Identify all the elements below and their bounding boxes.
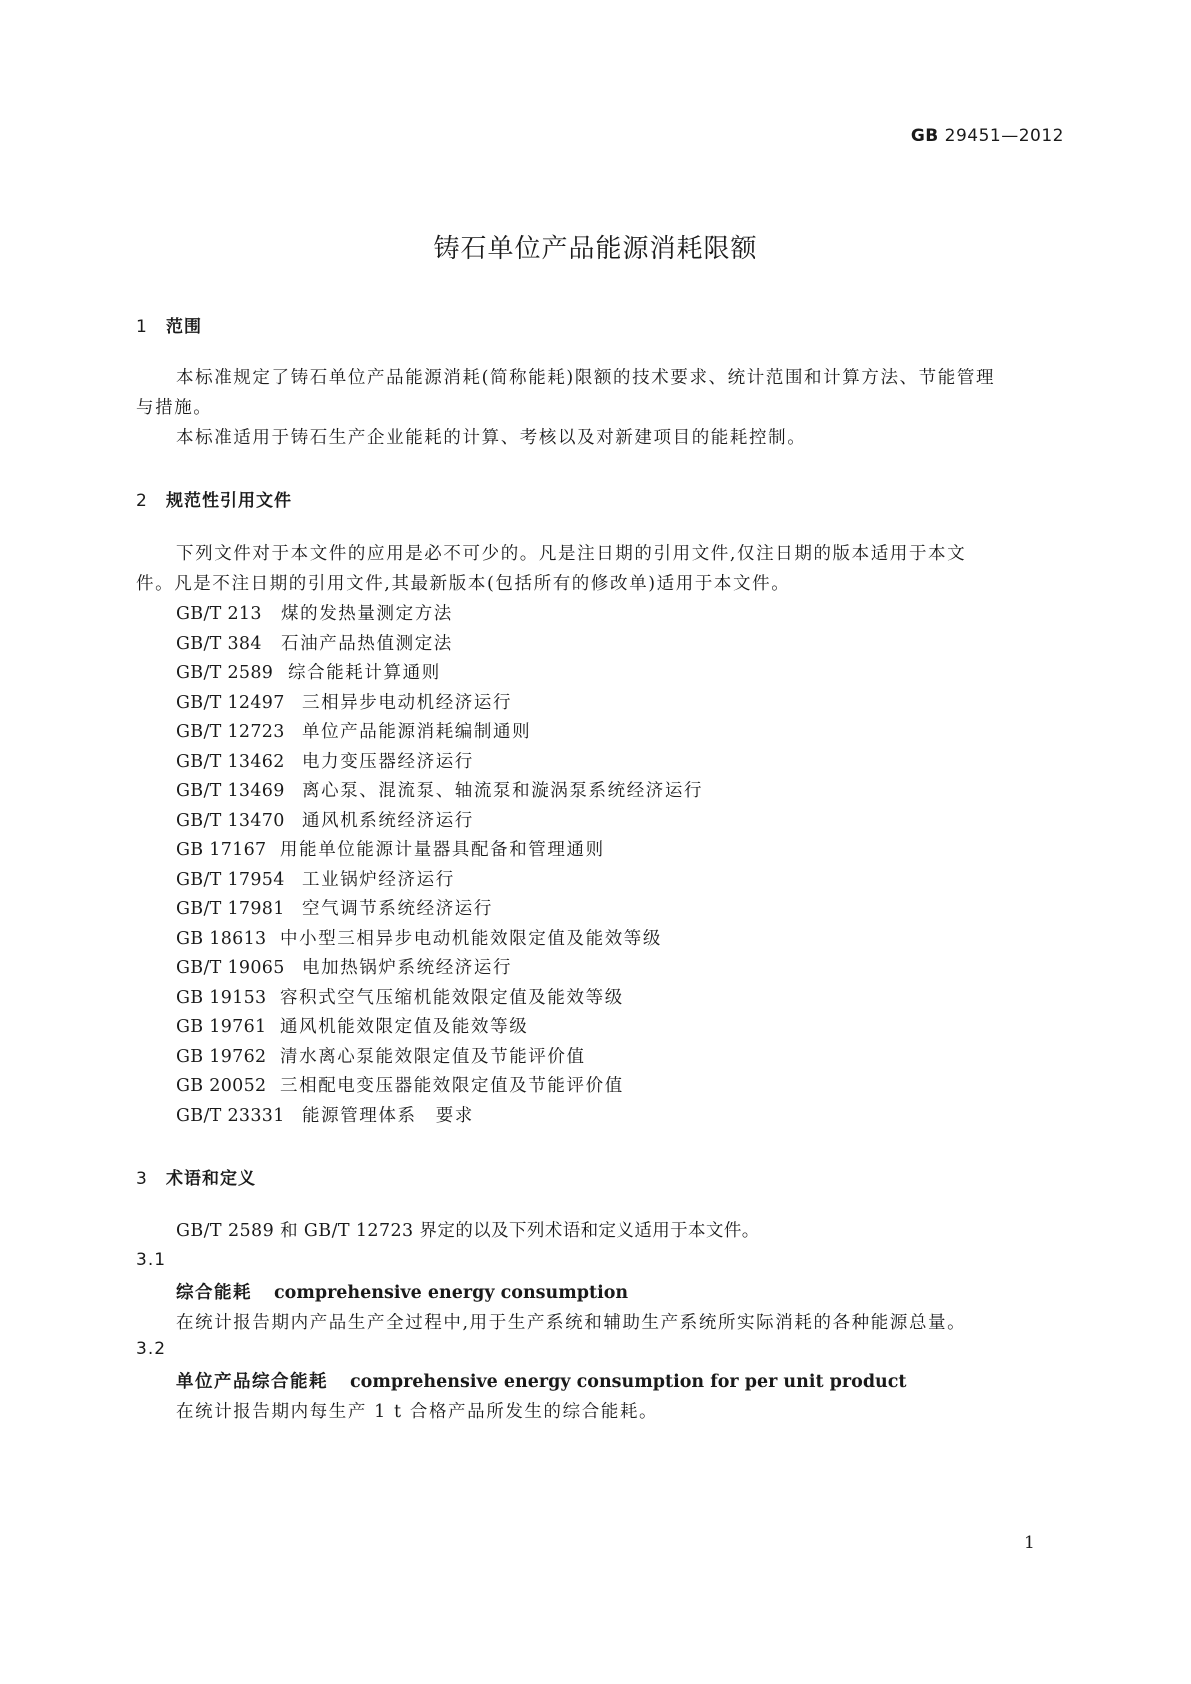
reference-code: GB/T 13470 — [176, 811, 285, 831]
reference-name: 中小型三相异步电动机能效限定值及能效等级 — [280, 929, 662, 949]
reference-code: GB/T 213 — [176, 604, 262, 624]
reference-code: GB/T 17954 — [176, 870, 285, 890]
reference-name: 用能单位能源计量器具配备和管理通则 — [280, 840, 605, 860]
reference-code: GB/T 17981 — [176, 899, 285, 919]
reference-code: GB/T 384 — [176, 634, 262, 654]
term-chinese: 单位产品综合能耗 — [176, 1372, 328, 1392]
reference-code: GB/T 13462 — [176, 752, 285, 772]
reference-name: 容积式空气压缩机能效限定值及能效等级 — [280, 988, 624, 1008]
reference-name: 电力变压器经济运行 — [302, 752, 474, 772]
section-2-intro-line-1: 下列文件对于本文件的应用是必不可少的。凡是注日期的引用文件,仅注日期的版本适用于本文 — [176, 544, 967, 564]
reference-name: 工业锅炉经济运行 — [302, 870, 455, 890]
standard-prefix: GB — [910, 126, 939, 146]
reference-code: GB 18613 — [176, 929, 267, 949]
reference-item — [176, 895, 493, 920]
term-heading — [176, 1279, 628, 1304]
reference-item — [176, 1043, 586, 1068]
reference-item — [176, 689, 512, 714]
reference-name: 清水离心泵能效限定值及节能评价值 — [280, 1047, 586, 1067]
reference-code: GB/T 13469 — [176, 781, 285, 801]
section-3-intro: GB/T 2589 和 GB/T 12723 界定的以及下列术语和定义适用于本文件。 — [176, 1221, 760, 1241]
reference-name: 三相配电变压器能效限定值及节能评价值 — [280, 1076, 624, 1096]
reference-code: GB 19762 — [176, 1047, 267, 1067]
clause-number: 3.2 — [136, 1339, 167, 1359]
section-title: 术语和定义 — [166, 1169, 256, 1189]
standard-number: 29451—2012 — [944, 126, 1064, 146]
term-definition: 在统计报告期内每生产 1 t 合格产品所发生的综合能耗。 — [176, 1402, 659, 1422]
reference-item — [176, 718, 531, 743]
section-title: 规范性引用文件 — [166, 491, 292, 511]
reference-item — [176, 600, 453, 625]
reference-name: 三相异步电动机经济运行 — [302, 693, 513, 713]
reference-item — [176, 807, 474, 832]
reference-item — [176, 630, 453, 655]
section-3-heading — [136, 1164, 256, 1189]
reference-code: GB/T 12497 — [176, 693, 285, 713]
section-1-heading — [136, 312, 202, 337]
term-chinese: 综合能耗 — [176, 1283, 252, 1303]
reference-item — [176, 659, 441, 684]
reference-name: 石油产品热值测定法 — [281, 634, 453, 654]
reference-code: GB/T 12723 — [176, 722, 285, 742]
term-english: comprehensive energy consumption — [274, 1283, 629, 1303]
term-english: comprehensive energy consumption for per unit product — [350, 1372, 907, 1392]
reference-code: GB 17167 — [176, 840, 267, 860]
section-1-paragraph-1-line-1: 本标准规定了铸石单位产品能源消耗(简称能耗)限额的技术要求、统计范围和计算方法、节能管理 — [176, 368, 996, 388]
reference-name: 综合能耗计算通则 — [288, 663, 441, 683]
reference-code: GB/T 23331 — [176, 1106, 285, 1126]
reference-code: GB 19761 — [176, 1017, 267, 1037]
reference-item — [176, 836, 605, 861]
reference-name: 煤的发热量测定方法 — [281, 604, 453, 624]
section-number: 1 — [136, 317, 148, 337]
reference-name: 能源管理体系 要求 — [302, 1106, 474, 1126]
section-2-heading — [136, 486, 292, 511]
reference-item — [176, 1013, 528, 1038]
clause-number: 3.1 — [136, 1250, 167, 1270]
page-number: 1 — [1024, 1533, 1035, 1553]
section-number: 3 — [136, 1169, 148, 1189]
reference-code: GB/T 2589 — [176, 663, 274, 683]
reference-item — [176, 954, 512, 979]
reference-code: GB 20052 — [176, 1076, 267, 1096]
section-number: 2 — [136, 491, 148, 511]
reference-name: 通风机能效限定值及能效等级 — [280, 1017, 529, 1037]
term-definition: 在统计报告期内产品生产全过程中,用于生产系统和辅助生产系统所实际消耗的各种能源总量。 — [176, 1313, 967, 1333]
reference-item — [176, 925, 662, 950]
reference-code: GB 19153 — [176, 988, 267, 1008]
reference-name: 电加热锅炉系统经济运行 — [302, 958, 513, 978]
reference-name: 单位产品能源消耗编制通则 — [302, 722, 532, 742]
reference-item — [176, 1072, 624, 1097]
reference-name: 离心泵、混流泵、轴流泵和漩涡泵系统经济运行 — [302, 781, 704, 801]
reference-name: 空气调节系统经济运行 — [302, 899, 493, 919]
document-title: 铸石单位产品能源消耗限额 — [433, 234, 758, 264]
standard-code — [911, 126, 1064, 146]
section-2-intro-line-2: 件。凡是不注日期的引用文件,其最新版本(包括所有的修改单)适用于本文件。 — [136, 574, 791, 594]
reference-code: GB/T 19065 — [176, 958, 285, 978]
section-1-paragraph-1-line-2: 与措施。 — [136, 398, 213, 418]
reference-item — [176, 1102, 474, 1127]
section-title: 范围 — [166, 317, 202, 337]
section-1-paragraph-2: 本标准适用于铸石生产企业能耗的计算、考核以及对新建项目的能耗控制。 — [176, 428, 807, 448]
term-heading — [176, 1368, 907, 1393]
reference-item — [176, 748, 474, 773]
reference-item — [176, 866, 455, 891]
reference-name: 通风机系统经济运行 — [302, 811, 474, 831]
reference-item — [176, 984, 624, 1009]
reference-item — [176, 777, 703, 802]
